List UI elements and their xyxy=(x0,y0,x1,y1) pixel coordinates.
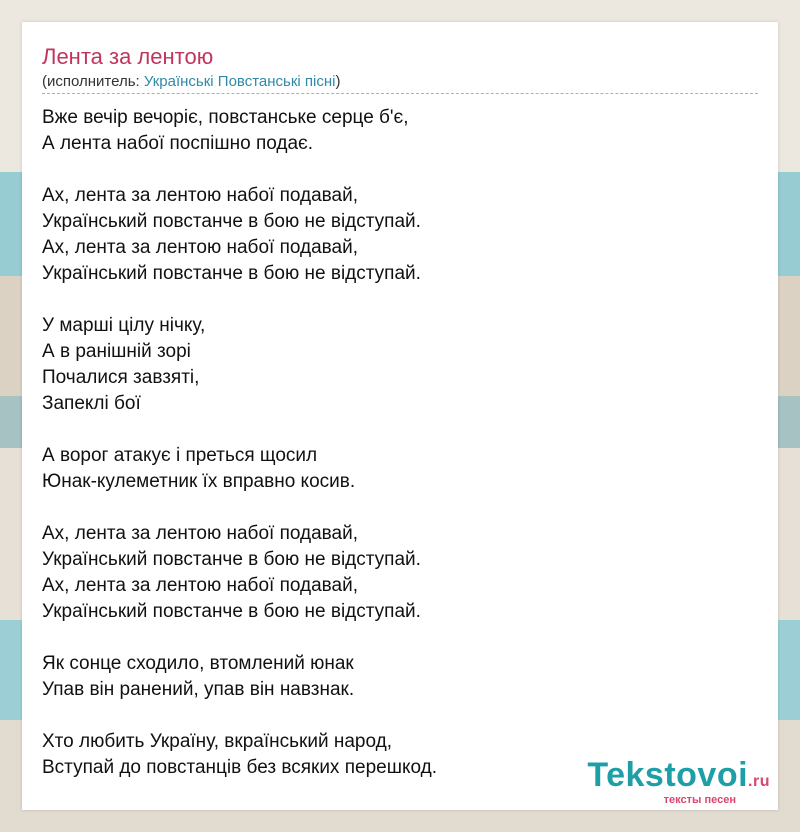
lyric-line: Упав він ранений, упав він навзнак. xyxy=(42,679,355,700)
lyric-line: Український повстанче в бою не відступай. xyxy=(42,549,421,570)
lyric-line xyxy=(42,495,437,521)
lyric-line: А лента набої поспішно подає. xyxy=(42,133,314,154)
song-title: Лента за лентою xyxy=(42,44,214,69)
artist-prefix: (исполнитель: xyxy=(42,73,144,90)
lyric-line: Український повстанче в бою не відступай. xyxy=(42,601,421,622)
lyric-line xyxy=(42,625,437,651)
lyric-line: Український повстанче в бою не відступай. xyxy=(42,211,421,232)
lyric-line xyxy=(42,417,437,443)
lyric-line: Як сонце сходило, втомлений юнак xyxy=(42,653,354,674)
lyric-line: Хто любить Україну, вкраїнський народ, xyxy=(42,731,392,752)
lyric-line: Ах, лента за лентою набої подавай, xyxy=(42,523,358,544)
logo-tagline: тексты песен xyxy=(663,794,736,806)
lyric-line: Юнак-кулеметник їх вправно косив. xyxy=(42,471,356,492)
lyric-line: У марші цілу нічку, xyxy=(42,315,206,336)
lyric-line: Запеклі бої xyxy=(42,393,141,414)
lyric-line: Ах, лента за лентою набої подавай, xyxy=(42,575,358,596)
logo-name: Tekstovoi xyxy=(587,756,749,794)
lyric-line: Почалися завзяті, xyxy=(42,367,200,388)
lyric-line: Вступай до повстанців без всяких перешкод. xyxy=(42,757,437,778)
lyric-line: А в ранішній зорі xyxy=(42,341,191,362)
lyric-line: Вже вечір вечоріє, повстанське серце б'є, xyxy=(42,107,409,128)
lyric-line: Ах, лента за лентою набої подавай, xyxy=(42,185,358,206)
lyric-line xyxy=(42,157,437,183)
lyric-line: Український повстанче в бою не відступай. xyxy=(42,263,421,284)
logo-tld: .ru xyxy=(748,773,770,790)
lyric-line xyxy=(42,703,437,729)
artist-suffix: ) xyxy=(335,73,341,90)
lyric-line: Ах, лента за лентою набої подавай, xyxy=(42,237,358,258)
artist-line xyxy=(42,73,758,94)
lyrics-card xyxy=(22,22,778,810)
lyrics-text xyxy=(42,105,437,781)
site-logo[interactable] xyxy=(587,757,770,806)
artist-link[interactable]: Українські Повстанські пісні xyxy=(143,73,336,90)
lyric-line xyxy=(42,287,437,313)
lyric-line: А ворог атакує і преться щосил xyxy=(42,445,318,466)
